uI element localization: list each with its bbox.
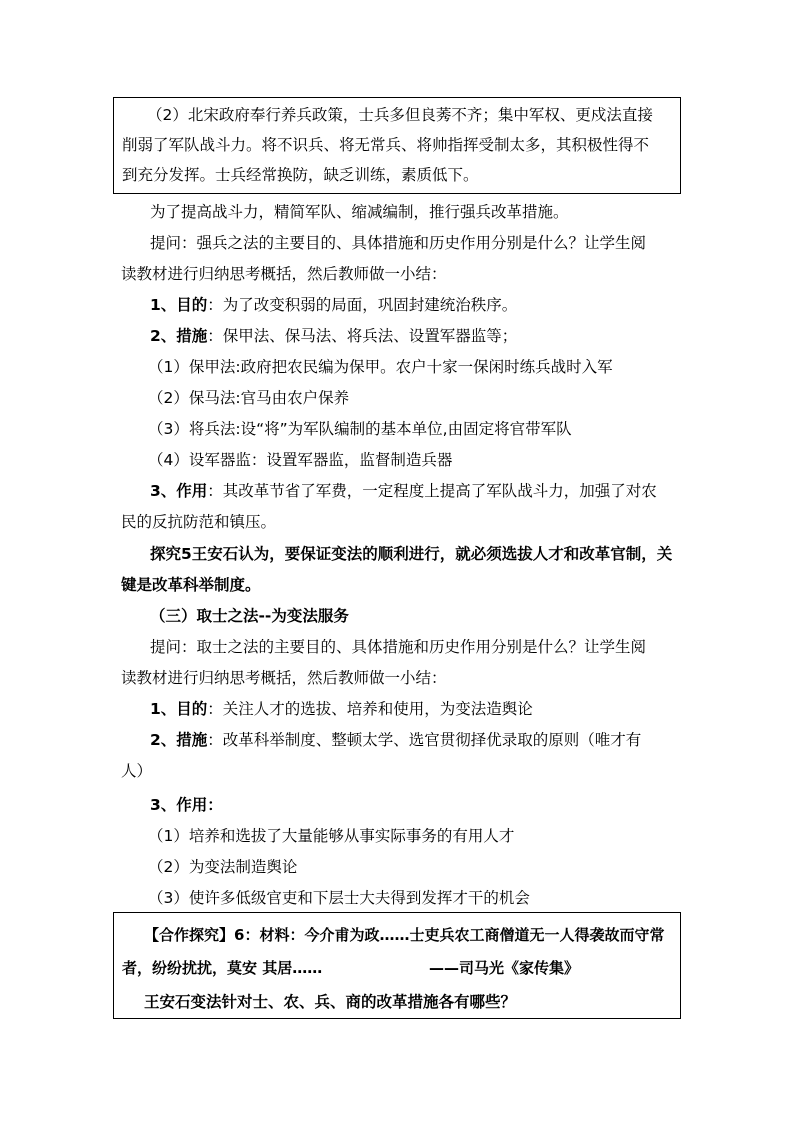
measure2-line-2: 人） bbox=[121, 762, 153, 780]
paragraph-intro: 为了提高战斗力，精简军队、缩减编制，推行强兵改革措施。 bbox=[150, 203, 569, 221]
measure-item-3: （3）将兵法:设“将”为军队编制的基本单位,由固定将官带军队 bbox=[148, 420, 572, 438]
effect2-label: 3、作用 bbox=[150, 796, 208, 814]
goal-label: 1、目的 bbox=[150, 296, 208, 314]
measure2-line bbox=[150, 730, 641, 750]
measure-line bbox=[150, 326, 517, 346]
box1-line-1: （2）北宋政府奉行养兵政策，士兵多但良莠不齐；集中军权、更戍法直接 bbox=[147, 106, 653, 124]
goal2-label: 1、目的 bbox=[150, 700, 208, 718]
question2-line-1: 提问：取士之法的主要目的、具体措施和历史作用分别是什么？让学生阅 bbox=[150, 638, 647, 656]
box2-line-2-left: 者，纷纷扰扰，莫安 其居…… bbox=[122, 959, 323, 977]
effect2-line bbox=[150, 795, 223, 815]
effect-text-1: ：其改革节省了军费，一定程度上提高了军队战斗力，加强了对农 bbox=[207, 482, 657, 500]
quote-box-cooperative-inquiry bbox=[113, 912, 681, 1019]
explore5-line-2: 键是改革科举制度。 bbox=[121, 576, 261, 594]
effect-label: 3、作用 bbox=[150, 482, 208, 500]
box2-line-3: 王安石变法针对士、农、兵、商的改革措施各有哪些？ bbox=[144, 993, 517, 1011]
box2-line-1: 【合作探究】6：材料：今介甫为政……士吏兵农工商僧道无一人得袭故而守常 bbox=[144, 926, 665, 944]
goal-line bbox=[150, 295, 517, 315]
measure-item-1: （1）保甲法:政府把农民编为保甲。农户十家一保闲时练兵战时入军 bbox=[148, 358, 613, 376]
goal2-line bbox=[150, 699, 533, 719]
goal-text: ：为了改变积弱的局面，巩固封建统治秩序。 bbox=[207, 296, 518, 314]
measure2-label: 2、措施 bbox=[150, 731, 208, 749]
measure-text: ：保甲法、保马法、将兵法、设置军器监等； bbox=[207, 327, 518, 345]
measure-item-4: （4）设军器监：设置军器监，监督制造兵器 bbox=[148, 451, 453, 469]
measure2-text: ：改革科举制度、整顿太学、选官贯彻择优录取的原则（唯才有 bbox=[207, 731, 642, 749]
measure-item-2: （2）保马法:官马由农户保养 bbox=[148, 389, 350, 407]
effect2-colon: ： bbox=[207, 796, 223, 814]
goal2-text: ：关注人才的选拔、培养和使用，为变法造舆论 bbox=[207, 700, 533, 718]
effect2-item-1: （1）培养和选拔了大量能够从事实际事务的有用人才 bbox=[148, 827, 515, 845]
question-line-1: 提问：强兵之法的主要目的、具体措施和历史作用分别是什么？让学生阅 bbox=[150, 234, 647, 252]
effect2-item-3: （3）使许多低级官吏和下层士大夫得到发挥才干的机会 bbox=[148, 889, 530, 907]
effect-line-2: 民的反抗防范和镇压。 bbox=[121, 513, 277, 531]
effect2-item-2: （2）为变法制造舆论 bbox=[148, 858, 298, 876]
section-heading-3: （三）取士之法--为变法服务 bbox=[150, 607, 349, 625]
quote-box-army-weakness bbox=[113, 97, 681, 194]
question-line-2: 读教材进行归纳思考概括，然后教师做一小结： bbox=[121, 265, 447, 283]
effect-line-1 bbox=[150, 481, 657, 501]
explore5-line-1: 探究5王安石认为，要保证变法的顺利进行，就必须选拔人才和改革官制，关 bbox=[150, 545, 673, 563]
box1-line-3: 到充分发挥。士兵经常换防，缺乏训练，素质低下。 bbox=[122, 166, 479, 184]
question2-line-2: 读教材进行归纳思考概括，然后教师做一小结： bbox=[121, 669, 447, 687]
box2-line-2-source: ——司马光《家传集》 bbox=[429, 959, 580, 977]
box1-line-2: 削弱了军队战斗力。将不识兵、将无常兵、将帅指挥受制太多，其积极性得不 bbox=[122, 136, 650, 154]
measure-label: 2、措施 bbox=[150, 327, 208, 345]
